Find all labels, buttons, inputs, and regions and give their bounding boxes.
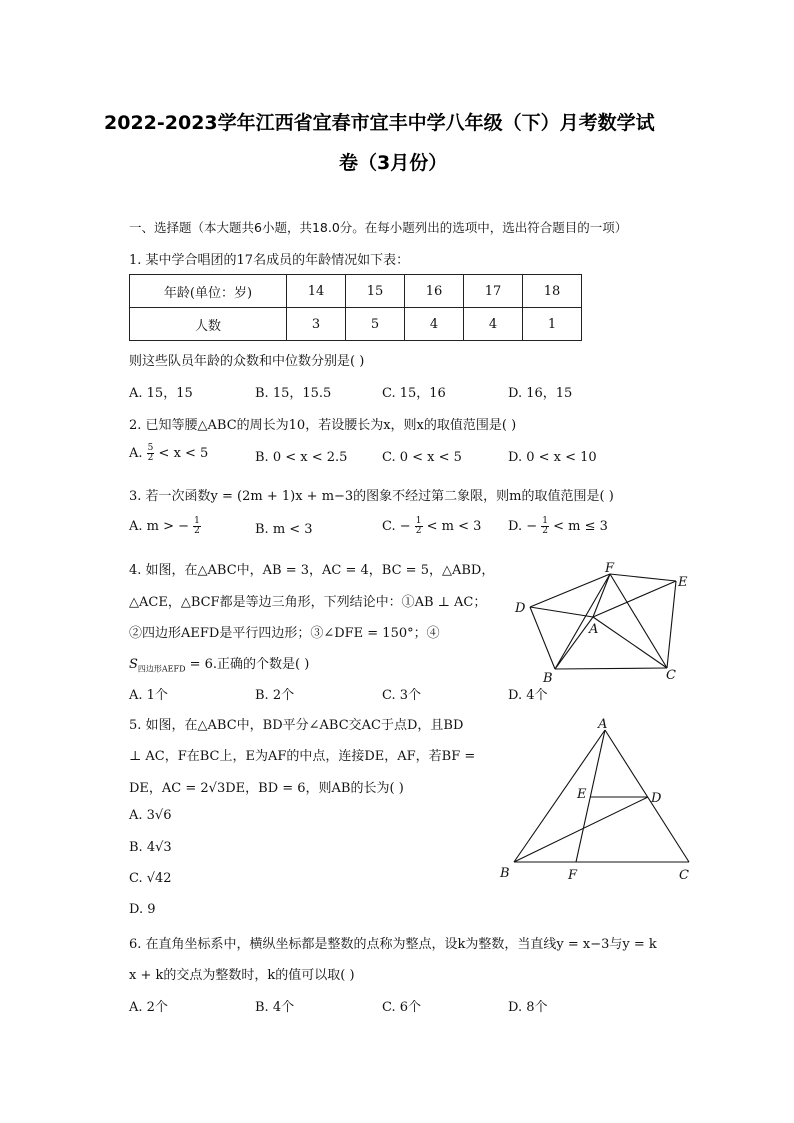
fraction — [147, 444, 155, 463]
fraction-numerator: 1 — [542, 516, 548, 526]
q5-option-a: A. 3√6 — [129, 808, 172, 823]
segment-bd — [514, 797, 648, 862]
q5-line1: 5. 如图，在△ABC中，BD平分∠ABC交AC于点D，且BD — [129, 718, 464, 733]
q3-option-c — [382, 517, 481, 536]
segment-ac — [593, 617, 667, 668]
segment-ab — [514, 730, 605, 862]
table-cell: 年龄(单位：岁) — [130, 275, 287, 308]
q6-option-c: C. 6个 — [382, 1000, 422, 1015]
table-cell: 18 — [523, 275, 582, 308]
segment-fe — [610, 574, 676, 581]
q4-line2: △ACE，△BCF都是等边三角形，下列结论中：①AB ⊥ AC； — [129, 595, 487, 610]
q4-figure — [508, 556, 698, 686]
segment-ca — [605, 730, 689, 862]
q6-line1: 6. 在直角坐标系中，横纵坐标都是整数的点称为整点，设k为整数，当直线y = x−3与y = k — [129, 937, 657, 952]
q2-option-d: D. 0 < x < 10 — [508, 450, 597, 465]
q5-option-b: B. 4√3 — [129, 840, 172, 855]
q3-option-d — [508, 517, 608, 536]
q4-option-a: A. 1个 — [129, 688, 168, 703]
fraction — [541, 517, 549, 536]
label-a: A — [589, 622, 599, 637]
q6-option-a: A. 2个 — [129, 1000, 168, 1015]
q1-option-c: C. 15，16 — [382, 386, 446, 401]
q2-option-b: B. 0 < x < 2.5 — [255, 450, 348, 465]
table-cell: 1 — [523, 308, 582, 341]
table-cell: 17 — [464, 275, 523, 308]
q3-option-b: B. m < 3 — [255, 522, 313, 537]
q4-option-d: D. 4个 — [508, 688, 548, 703]
q4-option-b: B. 2个 — [255, 688, 295, 703]
q2-option-c: C. 0 < x < 5 — [382, 450, 462, 465]
q5-line3: DE，AC = 2√3DE，BD = 6，则AB的长为( ) — [129, 781, 404, 796]
q3-option-a — [129, 517, 201, 536]
section-header: 一、选择题（本大题共6小题，共18.0分。在每小题列出的选项中，选出符合题目的一项） — [129, 220, 628, 235]
q3-option-c-rest: < m < 3 — [426, 519, 482, 534]
q6-option-b: B. 4个 — [255, 1000, 295, 1015]
q4-line3: ②四边形AEFD是平行四边形；③∠DFE = 150°；④ — [129, 626, 440, 641]
q5-figure — [496, 712, 700, 884]
q4-option-c: C. 3个 — [382, 688, 422, 703]
label-b: B — [500, 866, 510, 881]
label-d: D — [515, 601, 526, 616]
age-table — [129, 274, 582, 341]
label-b: B — [543, 671, 553, 686]
table-cell: 4 — [464, 308, 523, 341]
q4-line1: 4. 如图，在△ABC中，AB = 3，AC = 4，BC = 5，△ABD， — [129, 563, 495, 578]
fraction — [415, 517, 423, 536]
fraction-numerator: 1 — [194, 516, 200, 526]
label-f: F — [568, 868, 578, 883]
q3-option-a-label: A. m > − — [129, 519, 190, 534]
q1-stem: 1. 某中学合唱团的17名成员的年龄情况如下表： — [129, 253, 410, 268]
page-title-line2: 卷（3月份） — [339, 152, 448, 174]
fraction-denominator: 2 — [542, 526, 548, 536]
segment-ec — [667, 581, 676, 668]
fraction-denominator: 2 — [415, 526, 422, 536]
q4-line4-rest: = 6.正确的个数是( ) — [185, 657, 310, 672]
label-e: E — [678, 575, 688, 590]
label-f: F — [605, 561, 615, 576]
q4-line4 — [129, 653, 309, 675]
table-cell: 15 — [346, 275, 405, 308]
area-symbol: S — [129, 657, 138, 672]
label-c: C — [679, 868, 689, 883]
area-subscript: 四边形AEFD — [137, 664, 186, 674]
fraction — [193, 517, 201, 536]
table-cell: 人数 — [130, 308, 287, 341]
table-cell: 4 — [405, 308, 464, 341]
fraction-denominator: 2 — [147, 453, 154, 463]
q5-line2: ⊥ AC，F在BC上，E为AF的中点，连接DE，AF，若BF = — [129, 749, 476, 764]
q6-line2: x + k的交点为整数时，k的值可以取( ) — [129, 968, 355, 983]
table-row — [130, 308, 582, 341]
q3-option-d-rest: < m ≤ 3 — [553, 519, 608, 534]
segment-cb — [555, 668, 667, 669]
q2-option-a — [129, 444, 208, 463]
q1-option-a: A. 15，15 — [129, 386, 193, 401]
q2-option-a-label: A. — [129, 446, 143, 461]
q3-option-d-label: D. − — [508, 519, 538, 534]
fraction-numerator: 1 — [415, 516, 422, 526]
q5-option-d: D. 9 — [129, 902, 156, 917]
table-cell: 16 — [405, 275, 464, 308]
q3-stem: 3. 若一次函数y = (2m + 1)x + m−3的图象不经过第二象限，则m的取值范围是( ) — [129, 489, 614, 504]
segment-ba — [555, 617, 593, 669]
q3-option-c-label: C. − — [382, 519, 411, 534]
label-d: D — [651, 791, 662, 806]
table-cell: 14 — [287, 275, 346, 308]
table-cell: 3 — [287, 308, 346, 341]
q2-stem: 2. 已知等腰△ABC的周长为10，若设腰长为x，则x的取值范围是( ) — [129, 418, 517, 433]
segment-df — [530, 574, 610, 607]
segment-bd — [530, 607, 555, 669]
fraction-denominator: 2 — [194, 526, 200, 536]
label-a: A — [598, 717, 608, 732]
q1-option-d: D. 16，15 — [508, 386, 573, 401]
q1-option-b: B. 15，15.5 — [255, 386, 332, 401]
q1-question: 则这些队员年龄的众数和中位数分别是( ) — [129, 354, 365, 369]
label-c: C — [666, 668, 676, 683]
table-cell: 5 — [346, 308, 405, 341]
q2-option-a-rest: < x < 5 — [158, 446, 209, 461]
segment-bf — [555, 574, 610, 669]
page-title-line1: 2022-2023学年江西省宜春市宜丰中学八年级（下）月考数学试 — [104, 112, 655, 134]
label-e: E — [577, 787, 587, 802]
table-row — [130, 275, 582, 308]
q6-option-d: D. 8个 — [508, 1000, 548, 1015]
q5-option-c: C. √42 — [129, 871, 172, 886]
fraction-numerator: 5 — [147, 443, 154, 453]
segment-da — [530, 607, 593, 617]
